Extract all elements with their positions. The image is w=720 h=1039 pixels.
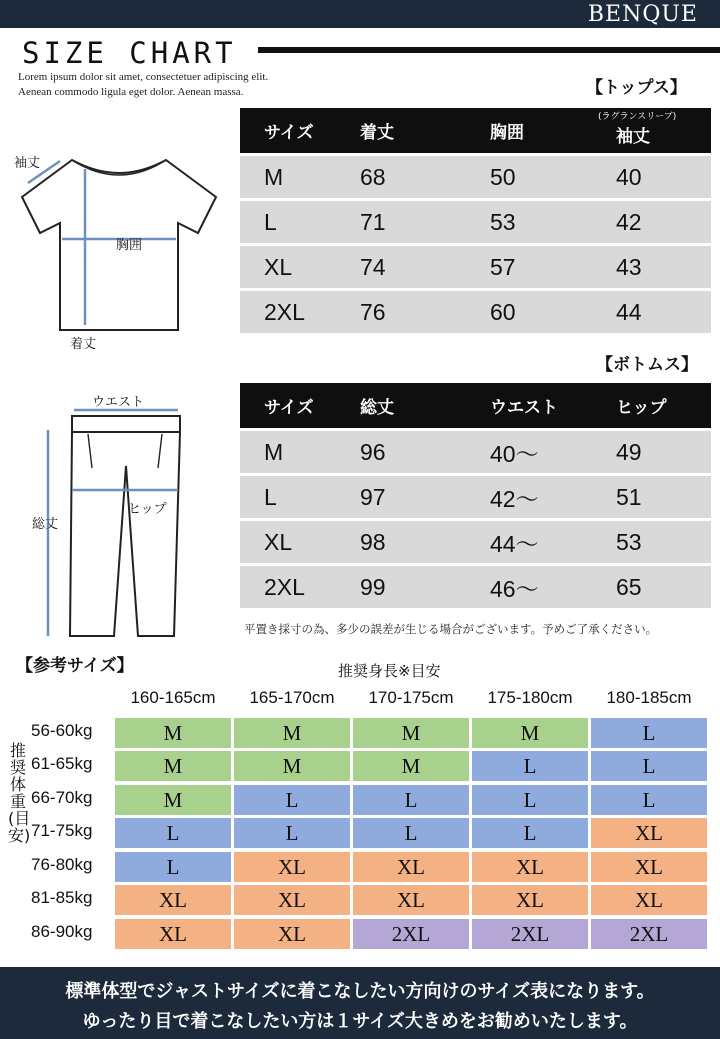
table-cell: 51: [592, 473, 711, 518]
subtitle-line-2: Aenean commodo ligula eget dolor. Aenean massa.: [18, 86, 244, 98]
weight-row-header: 76-80kg: [31, 855, 93, 874]
height-column-header: 170-175cm: [368, 688, 454, 707]
recommended-size-cell: M: [115, 718, 231, 748]
recommended-size-cell: XL: [353, 885, 469, 915]
recommended-size-cell: XL: [115, 885, 231, 915]
table-row: [240, 243, 711, 288]
waist-label: ウエスト: [92, 395, 145, 410]
table-cell: M: [240, 428, 344, 473]
recommended-size-cell: XL: [234, 919, 350, 949]
tops-size-table: [240, 108, 711, 333]
tops-header-sleeve-text: 袖丈: [616, 127, 650, 147]
table-cell: 74: [344, 243, 470, 288]
table-cell: 50: [470, 153, 592, 198]
bottoms-header-waist: ウエスト: [470, 383, 592, 428]
table-row: [240, 288, 711, 333]
hip-label: ヒップ: [128, 502, 167, 517]
recommended-size-cell: XL: [115, 919, 231, 949]
table-row: [240, 198, 711, 243]
table-cell: 42: [592, 198, 711, 243]
tops-section-label: 【トップス】: [586, 78, 687, 98]
weight-row-header: 81-85kg: [31, 888, 93, 907]
recommended-size-cell: L: [591, 718, 707, 748]
bottoms-header-total-length: 総丈: [344, 383, 470, 428]
bottoms-header-hip: ヒップ: [592, 383, 711, 428]
table-cell: 2XL: [240, 288, 344, 333]
total-length-label: 総丈: [32, 517, 59, 532]
header-bar: [0, 0, 720, 28]
page-title: SIZE CHART: [22, 36, 237, 70]
tops-header-length: 着丈: [344, 108, 470, 153]
sleeve-label: 袖丈: [14, 156, 41, 171]
table-cell: 46～: [470, 563, 592, 608]
recommended-size-cell: L: [234, 785, 350, 815]
weight-row-header: 56-60kg: [31, 721, 93, 740]
weight-row-header: 66-70kg: [31, 788, 93, 807]
table-row: [240, 473, 711, 518]
table-cell: 40: [592, 153, 711, 198]
table-cell: 68: [344, 153, 470, 198]
recommended-size-cell: L: [472, 818, 588, 848]
table-row: [240, 428, 711, 473]
recommended-size-cell: L: [472, 785, 588, 815]
recommended-size-cell: XL: [234, 852, 350, 882]
recommended-size-cell: 2XL: [591, 919, 707, 949]
tops-header-size: サイズ: [240, 108, 344, 153]
reference-section-label: 【参考サイズ】: [16, 656, 134, 676]
table-cell: 76: [344, 288, 470, 333]
footer-line-1: 標準体型でジャストサイズに着こなしたい方向けのサイズ表になります。: [65, 981, 655, 1002]
recommended-size-cell: M: [234, 718, 350, 748]
table-cell: 57: [470, 243, 592, 288]
recommended-size-cell: XL: [591, 818, 707, 848]
table-cell: 44～: [470, 518, 592, 563]
recommended-size-cell: XL: [591, 852, 707, 882]
brand-name: BENQUE: [587, 2, 698, 27]
title-rule: [258, 47, 720, 53]
table-cell: 49: [592, 428, 711, 473]
recommended-size-cell: L: [472, 751, 588, 781]
table-cell: M: [240, 153, 344, 198]
weight-row-header: 86-90kg: [31, 922, 93, 941]
tops-header-chest: 胸囲: [470, 108, 592, 153]
height-column-header: 180-185cm: [606, 688, 692, 707]
table-cell: 60: [470, 288, 592, 333]
recommended-size-cell: 2XL: [353, 919, 469, 949]
recommended-size-cell: L: [591, 751, 707, 781]
bottoms-size-table: [240, 383, 711, 608]
recommended-size-cell: L: [234, 818, 350, 848]
subtitle-line-1: Lorem ipsum dolor sit amet, consectetuer adipiscing elit.: [18, 71, 269, 83]
weight-row-header: 71-75kg: [31, 821, 93, 840]
pants-waistband: [72, 416, 180, 432]
table-cell: 44: [592, 288, 711, 333]
table-cell: 98: [344, 518, 470, 563]
raglan-sleeve-note: (ラグランスリーブ): [598, 112, 677, 122]
height-column-header: 165-170cm: [249, 688, 335, 707]
recommended-size-cell: L: [353, 818, 469, 848]
height-column-header: 160-165cm: [130, 688, 216, 707]
table-cell: 42～: [470, 473, 592, 518]
weight-row-header: 61-65kg: [31, 754, 93, 773]
table-cell: 43: [592, 243, 711, 288]
recommended-size-cell: L: [115, 818, 231, 848]
recommended-size-cell: M: [353, 751, 469, 781]
tshirt-illustration: [10, 145, 220, 355]
recommended-size-cell: M: [234, 751, 350, 781]
table-cell: 65: [592, 563, 711, 608]
weight-title: 推奨体重(目安): [8, 741, 31, 845]
bottoms-header-size: サイズ: [240, 383, 344, 428]
recommended-size-cell: XL: [591, 885, 707, 915]
recommended-size-cell: XL: [234, 885, 350, 915]
bottoms-section-label: 【ボトムス】: [596, 355, 698, 375]
measurement-note: 平置き採寸の為、多少の誤差が生じる場合がございます。予めご了承ください。: [244, 622, 658, 636]
bottoms-header-row: [240, 383, 711, 428]
chest-label: 胸囲: [116, 238, 143, 253]
recommended-size-cell: M: [115, 751, 231, 781]
recommended-size-cell: M: [353, 718, 469, 748]
table-row: [240, 518, 711, 563]
recommended-size-cell: L: [115, 852, 231, 882]
table-cell: 96: [344, 428, 470, 473]
table-cell: 2XL: [240, 563, 344, 608]
footer-line-2: ゆったり目で着こなしたい方は１サイズ大きめをお勧めいたします。: [82, 1011, 638, 1032]
recommended-size-cell: XL: [472, 852, 588, 882]
table-cell: 71: [344, 198, 470, 243]
recommended-size-cell: L: [353, 785, 469, 815]
table-cell: L: [240, 198, 344, 243]
table-cell: 40～: [470, 428, 592, 473]
table-cell: XL: [240, 243, 344, 288]
recommended-size-cell: XL: [353, 852, 469, 882]
table-cell: 97: [344, 473, 470, 518]
pants-outline: [70, 432, 180, 636]
recommended-size-cell: L: [591, 785, 707, 815]
recommended-size-cell: XL: [472, 885, 588, 915]
table-row: [240, 563, 711, 608]
table-cell: L: [240, 473, 344, 518]
table-cell: 53: [470, 198, 592, 243]
recommended-size-cell: M: [115, 785, 231, 815]
table-row: [240, 153, 711, 198]
length-label: 着丈: [70, 337, 97, 352]
table-cell: XL: [240, 518, 344, 563]
table-cell: 99: [344, 563, 470, 608]
height-title: 推奨身長※目安: [338, 662, 441, 680]
recommended-size-cell: M: [472, 718, 588, 748]
recommended-size-cell: 2XL: [472, 919, 588, 949]
height-column-header: 175-180cm: [487, 688, 573, 707]
table-cell: 53: [592, 518, 711, 563]
